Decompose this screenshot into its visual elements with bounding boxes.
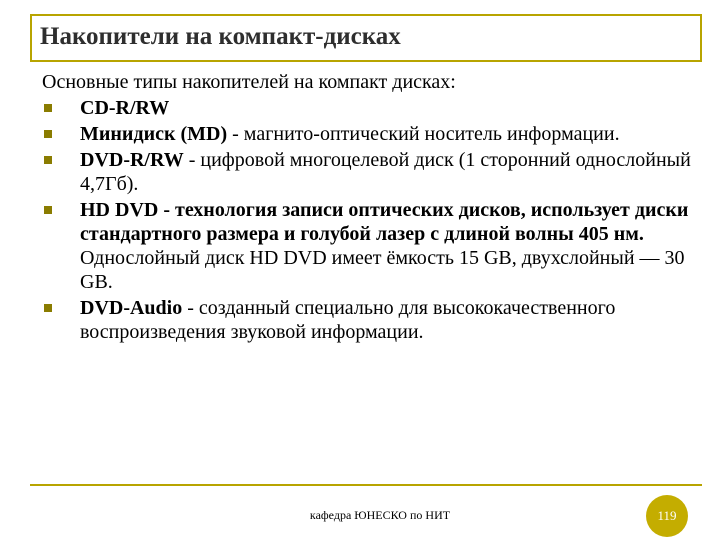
title-underline	[30, 60, 702, 62]
page-number: 119	[657, 508, 677, 523]
list-item	[42, 296, 692, 344]
page-number-badge	[646, 495, 688, 537]
square-bullet-icon	[44, 104, 52, 112]
item-term: Минидиск (MD)	[80, 123, 228, 145]
title-frame-left-edge	[30, 14, 32, 62]
item-term: DVD-Audio	[80, 297, 183, 319]
item-term: DVD-R/RW	[80, 149, 184, 171]
item-description: Однослойный диск HD DVD имеет ёмкость 15 GB, двухслойный — 30 GB.	[80, 247, 685, 293]
footer-caption: кафедра ЮНЕСКО по НИТ	[309, 508, 451, 522]
item-term: HD DVD - технология записи оптических дисков, использует диски стандартного размера и голубой лазер с длиной волны 405 нм.	[80, 199, 689, 245]
list-item	[42, 122, 692, 146]
page-title: Накопители на компакт-дисках	[40, 23, 401, 50]
footer-divider	[30, 484, 702, 486]
square-bullet-icon	[44, 130, 52, 138]
bullet-list	[42, 96, 692, 344]
list-item	[42, 198, 692, 294]
slide-content	[42, 70, 692, 346]
list-item	[42, 96, 692, 120]
square-bullet-icon	[44, 206, 52, 214]
item-description: - созданный специально для высококачественного воспроизведения звуковой информации.	[80, 297, 616, 343]
intro-text: Основные типы накопителей на компакт дисках:	[42, 71, 456, 93]
item-term: CD-R/RW	[80, 97, 170, 119]
item-description: - магнито-оптический носитель информации.	[227, 123, 620, 145]
item-description: - цифровой многоцелевой диск (1 сторонний однослойный 4,7Гб).	[80, 149, 691, 195]
square-bullet-icon	[44, 156, 52, 164]
square-bullet-icon	[44, 304, 52, 312]
list-item	[42, 148, 692, 196]
